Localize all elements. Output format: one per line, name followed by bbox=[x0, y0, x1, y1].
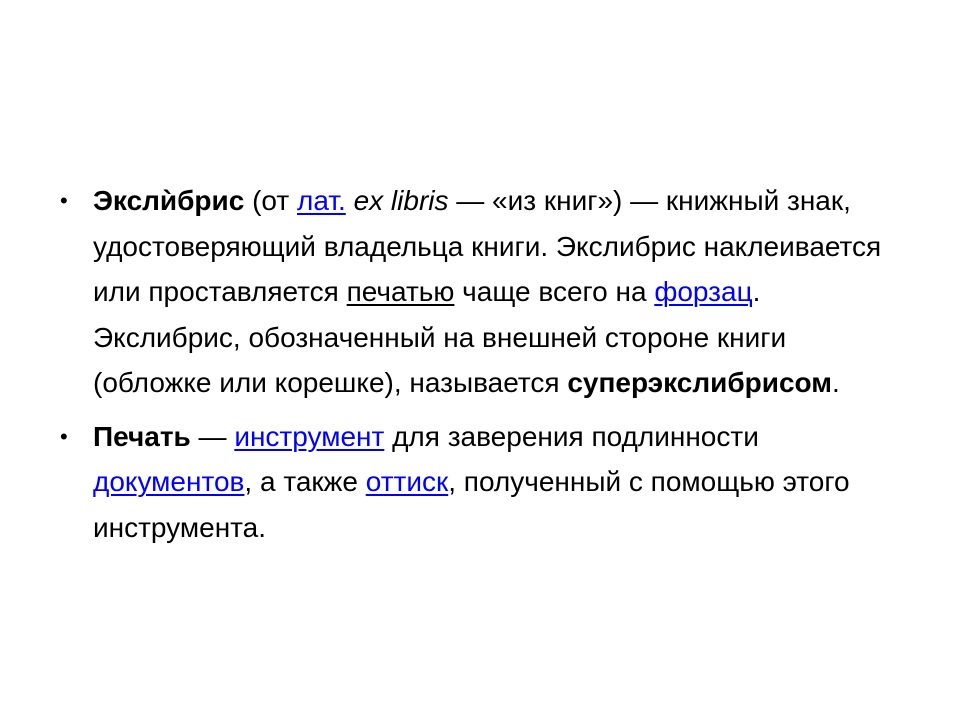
term-superexlibris: суперэкслибрисом bbox=[567, 367, 832, 398]
bullet-dot: • bbox=[60, 423, 68, 449]
text-after-forzats: . Экслибрис, обозначенный на внешней стороне книги (обложке или корешке), называется bbox=[93, 276, 787, 398]
bullet-item-pechat bbox=[60, 414, 890, 551]
bullet-dot: • bbox=[60, 188, 68, 213]
text-translation: — «из книг») — книжный знак, удостоверяющий владельца книги. Экслибрис наклеивается или проставляется bbox=[93, 185, 882, 307]
word-print[interactable]: печатью bbox=[346, 276, 455, 307]
text-mid1: для заверения подлинности bbox=[384, 420, 759, 452]
text-open-paren: (от bbox=[244, 185, 297, 216]
text-end: . bbox=[832, 367, 840, 398]
term-exlibris: Экслѝбрис bbox=[93, 185, 245, 216]
latin-phrase: ex libris bbox=[345, 185, 449, 216]
bullet-list bbox=[60, 178, 890, 558]
text-mid2: , а также bbox=[244, 466, 366, 497]
link-lat[interactable]: лат. bbox=[297, 185, 346, 216]
term-pechat: Печать bbox=[93, 420, 191, 452]
text-end: , полученный с помощью этого инструмента. bbox=[93, 466, 850, 543]
text-dash: — bbox=[190, 420, 235, 452]
link-instrument[interactable]: инструмент bbox=[234, 420, 385, 452]
link-forzats[interactable]: форзац bbox=[654, 276, 753, 307]
link-documents[interactable]: документов bbox=[93, 466, 245, 497]
text-middle: чаще всего на bbox=[454, 276, 655, 307]
link-ottisk[interactable]: оттиск bbox=[365, 466, 449, 497]
bullet-item-exlibris bbox=[60, 178, 890, 406]
